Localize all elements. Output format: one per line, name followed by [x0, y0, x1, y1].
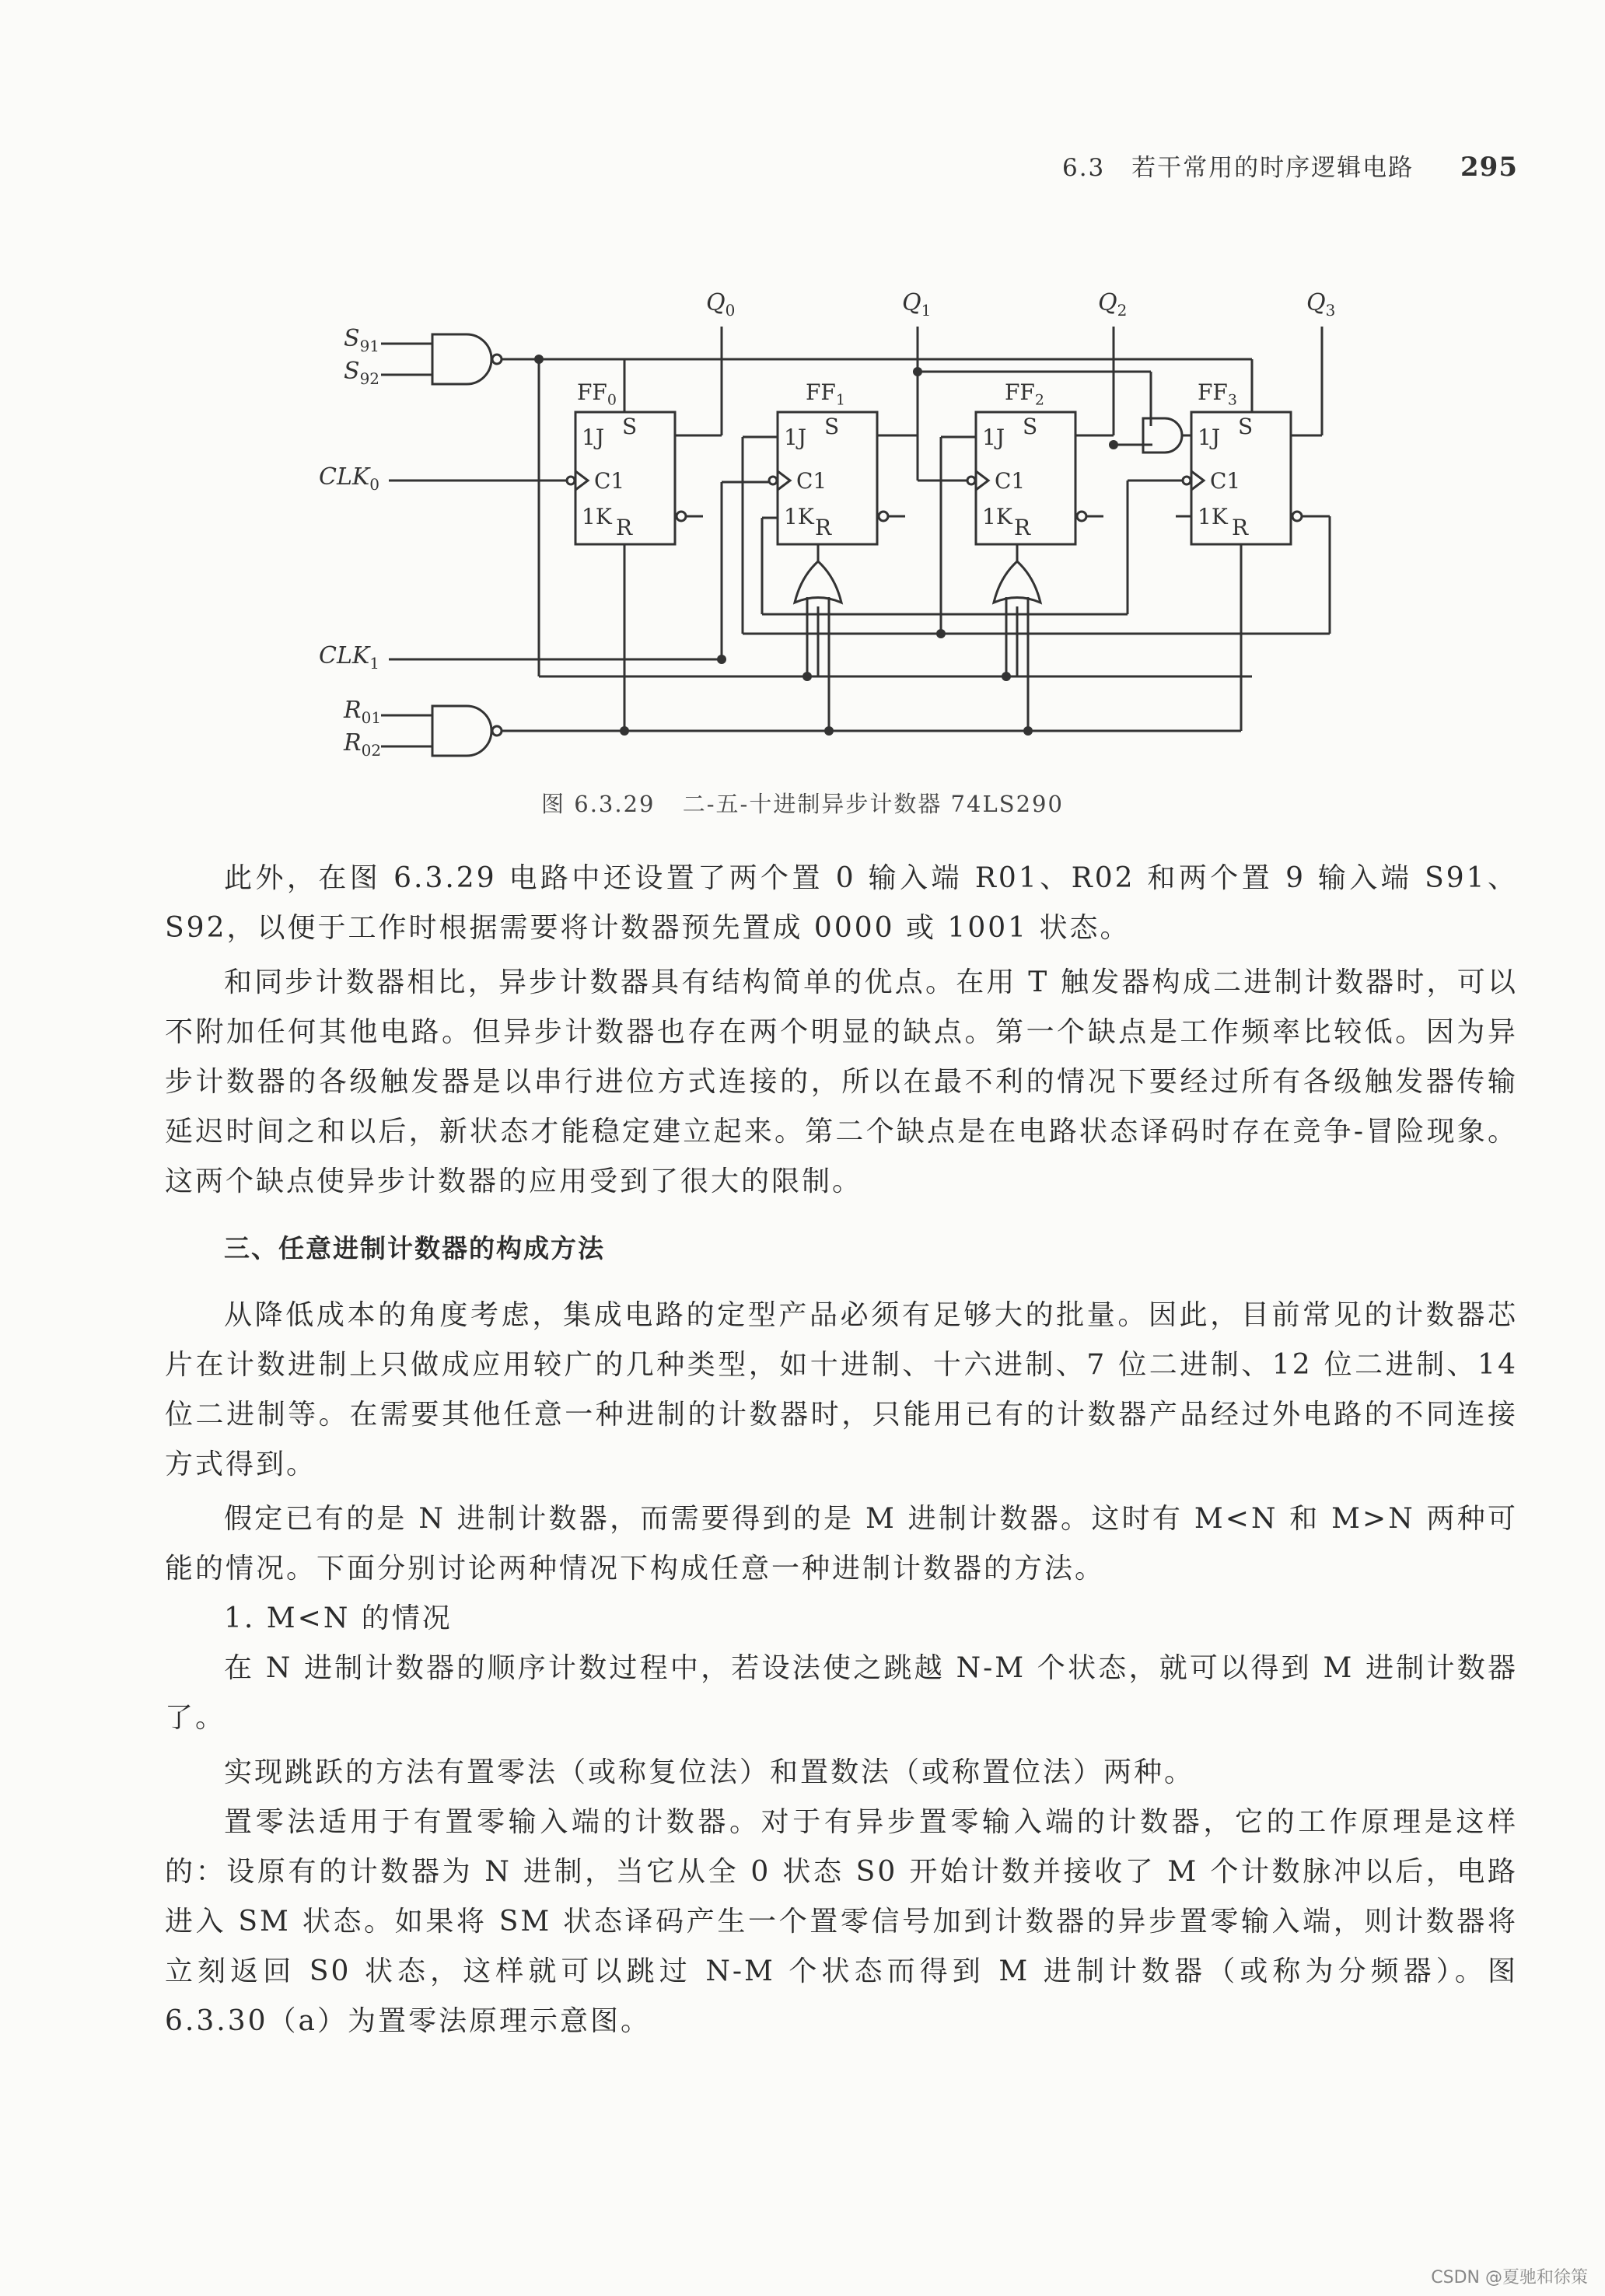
- paragraph: 实现跳跃的方法有置零法（或称复位法）和置数法（或称置位法）两种。: [224, 1756, 1195, 1788]
- label-s92: $S_{92}$: [344, 358, 380, 388]
- and-gate-ff3: [1143, 418, 1182, 453]
- ff2-pin-s: S: [1023, 414, 1038, 439]
- ff1-pin-c: C1: [796, 468, 827, 494]
- label-r02: $R_{02}$: [344, 729, 382, 760]
- label-ff0: $FF_0$: [577, 379, 617, 409]
- label-q2: $Q_2$: [1098, 289, 1128, 320]
- ff2-pin-k: 1K: [982, 504, 1012, 529]
- ff0-pin-k: 1K: [582, 504, 612, 529]
- ff3-pin-s: S: [1238, 414, 1254, 439]
- ff1-pin-k: 1K: [784, 504, 814, 529]
- watermark: CSDN @夏驰和徐策: [1431, 2268, 1588, 2287]
- ff0-pin-c: C1: [594, 468, 625, 494]
- circuit-figure: [0, 0, 1605, 855]
- paragraph: 此外，在图 6.3.29 电路中还设置了两个置 0 输入端 R01、R02 和两个置 9 输入端 S91、S92，以便于工作时根据需要将计数器预先置成 0000 或 1001 状态。: [165, 862, 1518, 944]
- label-clk1: $CLK_1$: [319, 642, 380, 673]
- or-gate-ff2: [994, 561, 1040, 603]
- body-text: [165, 854, 1518, 2046]
- paragraph: 从降低成本的角度考虑，集成电路的定型产品必须有足够大的批量。因此，目前常见的计数器芯片在计数进制上只做成应用较广的几种类型，如十进制、十六进制、7 位二进制、12 位二进制、14 位二进制等。在需要其他任意一种进制的计数器时，只能用已有的计数器产品经过外电路的不同连接方式得到。: [165, 1299, 1518, 1480]
- label-r01: $R_{01}$: [344, 697, 382, 727]
- ff1-pin-s: S: [824, 414, 840, 439]
- ff0-pin-j: 1J: [582, 425, 605, 450]
- paragraph: 在 N 进制计数器的顺序计数过程中，若设法使之跳越 N-M 个状态，就可以得到 M 进制计数器了。: [165, 1652, 1518, 1734]
- label-ff2: $FF_2$: [1005, 379, 1044, 409]
- ff3-pin-k: 1K: [1198, 504, 1228, 529]
- label-q1: $Q_1$: [902, 289, 932, 320]
- caption-text: 二-五-十进制异步计数器 74LS290: [682, 791, 1064, 817]
- paragraph: 1. M<N 的情况: [224, 1602, 453, 1634]
- figure-caption: [0, 787, 1605, 819]
- paragraph: 和同步计数器相比，异步计数器具有结构简单的优点。在用 T 触发器构成二进制计数器时，可以不附加任何其他电路。但异步计数器也存在两个明显的缺点。第一个缺点是工作频率比较低。因为异步计数器的各级触发器是以串行进位方式连接的，所以在最不利的情况下要经过所有各级触发器传输延迟时间之和以后，新状态才能稳定建立起来。第二个缺点是在电路状态译码时存在竞争-冒险现象。这两个缺点使异步计数器的应用受到了很大的限制。: [165, 966, 1518, 1197]
- label-ff1: $FF_1$: [806, 379, 845, 409]
- ff1-pin-j: 1J: [784, 425, 807, 450]
- caption-number: 图 6.3.29: [541, 791, 656, 817]
- ff0-pin-s: S: [622, 414, 638, 439]
- section-title: 若干常用的时序逻辑电路: [1131, 154, 1414, 182]
- page-number: 295: [1460, 152, 1518, 183]
- ff2-pin-j: 1J: [982, 425, 1005, 450]
- section-heading: 三、任意进制计数器的构成方法: [224, 1233, 605, 1263]
- ff1-pin-r: R: [815, 515, 832, 540]
- label-q0: $Q_0$: [706, 289, 736, 320]
- label-ff3: $FF_3$: [1198, 379, 1237, 409]
- ff3-pin-j: 1J: [1198, 425, 1221, 450]
- ff0-pin-r: R: [616, 515, 633, 540]
- ff3-pin-c: C1: [1210, 468, 1241, 494]
- paragraph: 假定已有的是 N 进制计数器，而需要得到的是 M 进制计数器。这时有 M<N 和 M>N 两种可能的情况。下面分别讨论两种情况下构成任意一种进制计数器的方法。: [165, 1503, 1518, 1585]
- section-number: 6.3: [1061, 154, 1106, 182]
- label-q3: $Q_3$: [1306, 289, 1336, 320]
- or-gate-ff1: [795, 561, 841, 603]
- label-clk0: $CLK_0$: [319, 463, 380, 494]
- ff2-pin-r: R: [1014, 515, 1031, 540]
- paragraph: 置零法适用于有置零输入端的计数器。对于有异步置零输入端的计数器，它的工作原理是这样的：设原有的计数器为 N 进制，当它从全 0 状态 S0 开始计数并接收了 M 个计数脉冲以后，电路进入 SM 状态。如果将 SM 状态译码产生一个置零信号加到计数器的异步置零输入端，则计数器将立刻返回 S0 状态，这样就可以跳过 N-M 个状态而得到 M 进制计数器（或称为分频器）。图 6.3.30（a）为置零法原理示意图。: [165, 1806, 1518, 2037]
- label-s91: $S_{91}$: [344, 325, 380, 355]
- ff2-pin-c: C1: [995, 468, 1026, 494]
- nand-set9: [432, 334, 491, 384]
- nand-reset0: [432, 706, 491, 756]
- ff3-pin-r: R: [1232, 515, 1249, 540]
